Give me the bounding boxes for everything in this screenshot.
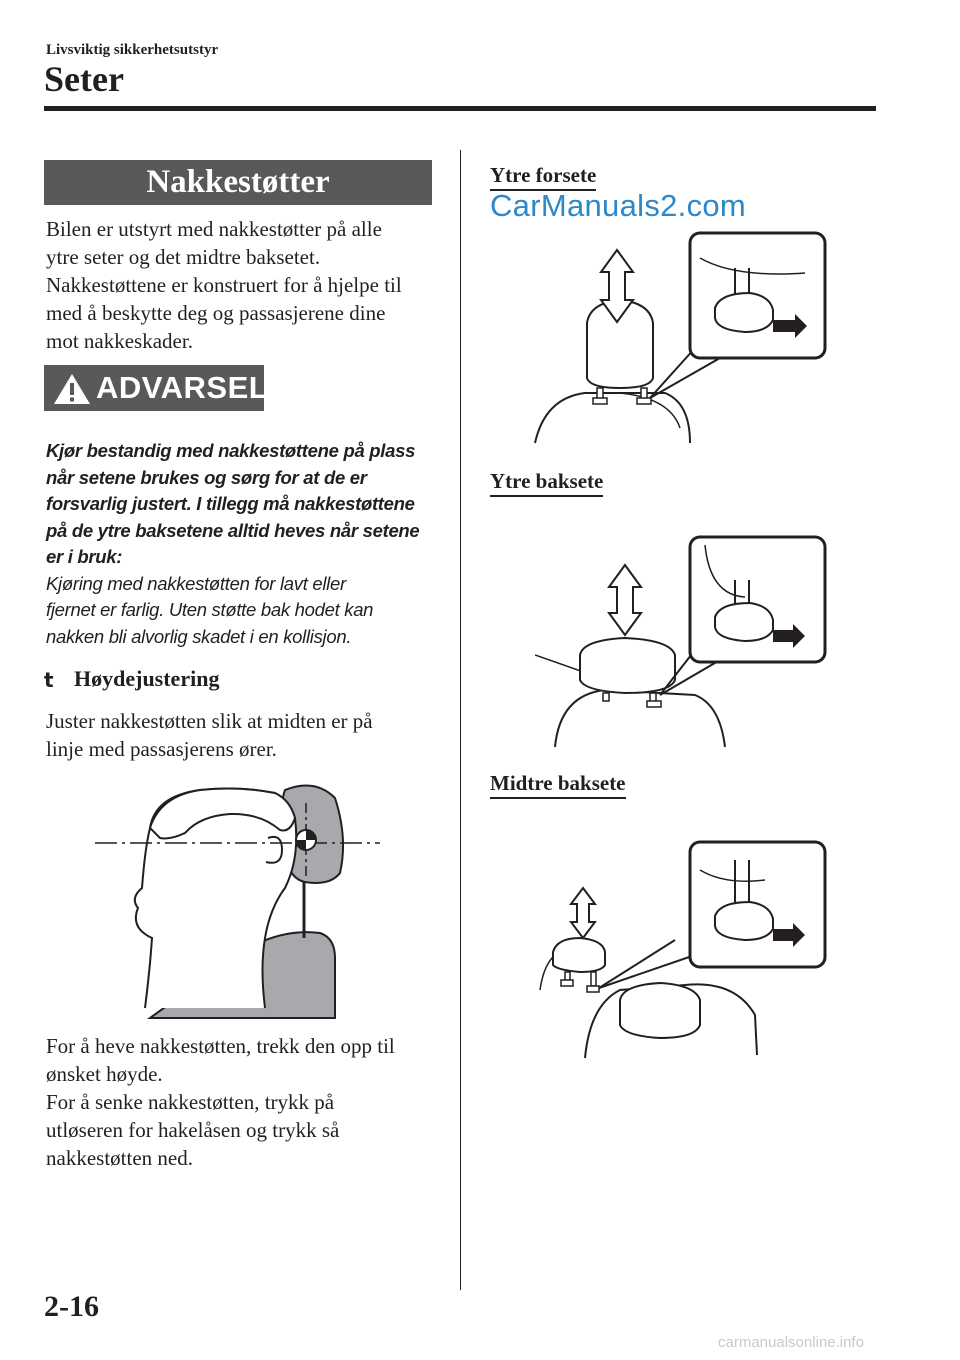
paragraph-line: Juster nakkestøtten slik at midten er på	[46, 709, 373, 733]
front-seat-label: Ytre forsete	[490, 162, 596, 191]
site-watermark: carmanualsonline.info	[718, 1334, 864, 1351]
page-number: 2-16	[44, 1290, 99, 1323]
rear-seat-headrest-illustration	[535, 535, 830, 750]
warning-bold-line: er i bruk:	[46, 546, 123, 567]
front-seat-headrest-illustration	[505, 228, 835, 448]
breadcrumb: Livsviktig sikkerhetsutstyr	[46, 42, 219, 58]
column-divider	[460, 150, 461, 1290]
warning-bold-line: Kjør bestandig med nakkestøttene på plass	[46, 440, 416, 461]
header-rule	[44, 106, 876, 111]
middle-seat-label: Midtre baksete	[490, 770, 626, 799]
height-adjust-paragraph	[46, 707, 434, 763]
watermark-text: CarManuals2.com	[490, 188, 747, 223]
warning-label: ADVARSEL	[96, 370, 269, 405]
chapter-title: Seter	[44, 59, 124, 99]
warning-line: nakken bli alvorlig skadet i en kollisjon.	[46, 625, 352, 647]
middle-seat-headrest-illustration	[535, 840, 835, 1060]
intro-line: med å beskytte deg og passasjerene dine	[46, 301, 386, 325]
paragraph-line: nakkestøtten ned.	[46, 1146, 193, 1170]
intro-line: mot nakkeskader.	[46, 329, 193, 353]
warning-bold-line: når setene brukes og sørg for at de er	[46, 466, 367, 488]
warning-bold-line: forsvarlig justert. I tillegg må nakkestøttene	[46, 493, 415, 514]
paragraph-line: linje med passasjerens ører.	[46, 737, 277, 761]
head-alignment-illustration	[90, 778, 390, 1020]
intro-line: Bilen er utstyrt med nakkestøtter på alle	[46, 217, 382, 241]
intro-paragraph	[46, 215, 434, 355]
warning-bold-line: på de ytre baksetene alltid heves når setene	[46, 519, 420, 541]
intro-line: Nakkestøttene er konstruert for å hjelpe til	[46, 273, 402, 297]
warning-triangle-icon	[52, 372, 92, 406]
instructions-paragraph	[46, 1032, 434, 1172]
section-title: Nakkestøtter	[44, 160, 432, 205]
warning-body	[46, 438, 438, 650]
rear-seat-label: Ytre baksete	[490, 468, 603, 497]
paragraph-line: utløseren for hakelåsen og trykk så	[46, 1118, 340, 1142]
subsection-title: Høydejustering	[74, 666, 220, 691]
subsection-bullet: t	[44, 668, 54, 692]
warning-line: Kjøring med nakkestøtten for lavt eller	[46, 572, 346, 594]
paragraph-line: For å senke nakkestøtten, trykk på	[46, 1090, 335, 1114]
warning-line: fjernet er farlig. Uten støtte bak hodet kan	[46, 599, 374, 620]
paragraph-line: For å heve nakkestøtten, trekk den opp til	[46, 1034, 395, 1058]
paragraph-line: ønsket høyde.	[46, 1062, 163, 1086]
intro-line: ytre seter og det midtre baksetet.	[46, 245, 321, 269]
